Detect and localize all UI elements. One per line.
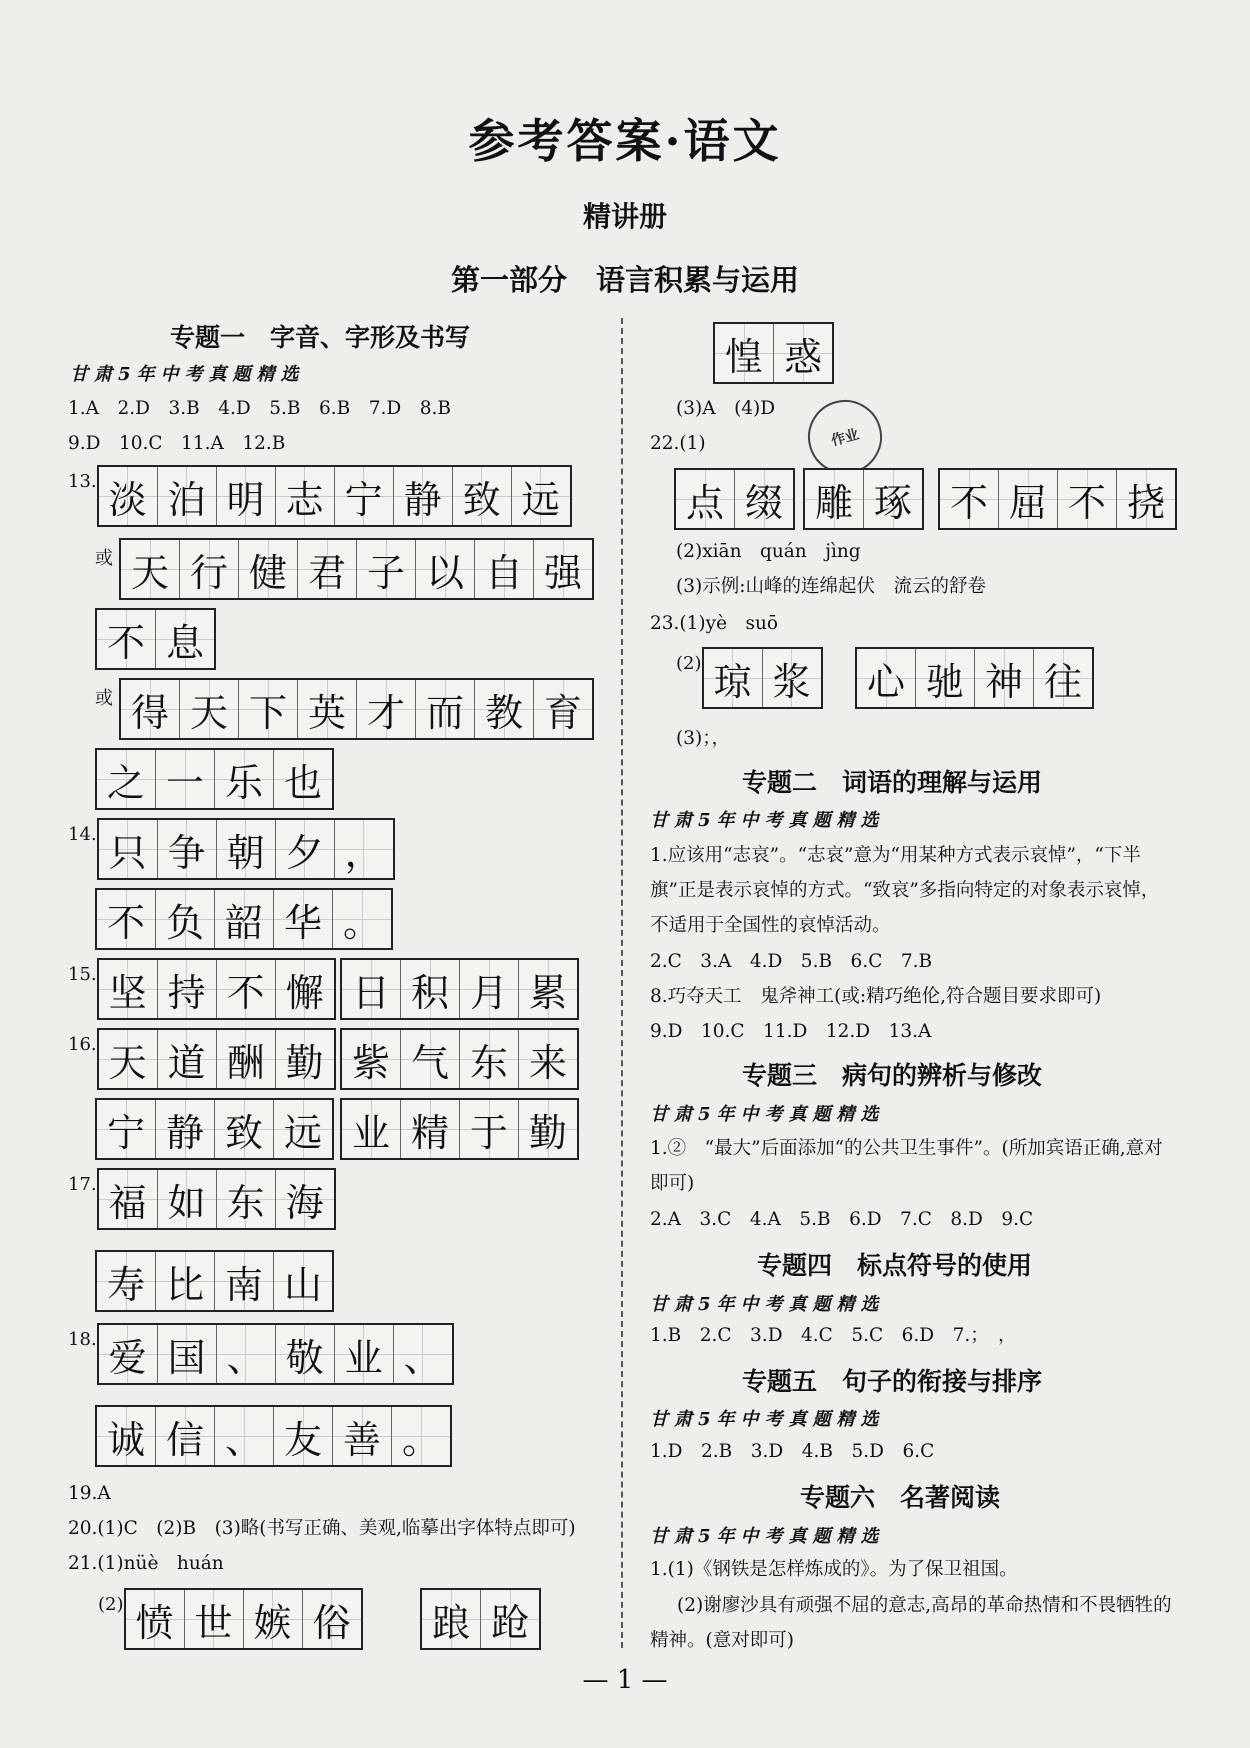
grid-char: 积 — [401, 960, 460, 1018]
grid-char: 不 — [217, 960, 276, 1018]
q18-number: 18. — [68, 1329, 97, 1350]
q13-row1 — [68, 465, 572, 527]
grid-char: 韶 — [215, 890, 274, 948]
or-label: 或 — [95, 548, 113, 569]
grid-char: 于 — [460, 1100, 519, 1158]
grid-char: 精 — [401, 1100, 460, 1158]
grid-char: 才 — [357, 680, 416, 738]
grid-char: 山 — [274, 1252, 332, 1310]
answer-t2-8: 8.巧夺天工 鬼斧神工(或:精巧绝伦,符合题目要求即可) — [650, 986, 1102, 1007]
section-label: 甘肃5年中考真题精选 — [650, 1526, 885, 1547]
grid-char: 月 — [460, 960, 519, 1018]
q23-sub-number: (2) — [676, 653, 702, 674]
answer-t3-1: 1.② “最大”后面添加“的公共卫生事件”。(所加宾语正确,意对即可) — [650, 1138, 1163, 1194]
grid-char: 驰 — [916, 649, 975, 707]
grid-char: 英 — [298, 680, 357, 738]
q17-row2 — [95, 1250, 334, 1312]
q15-number: 15. — [68, 964, 97, 985]
char-grid — [95, 608, 216, 670]
answer-20: 20.(1)C (2)B (3)略(书写正确、美观,临摹出字体特点即可) — [68, 1518, 576, 1539]
q21-row-b — [420, 1588, 541, 1650]
grid-char: 心 — [857, 649, 916, 707]
grid-char: 负 — [156, 890, 215, 948]
answers-t3-2-9: 2.A 3.C 4.A 5.B 6.D 7.C 8.D 9.C — [650, 1209, 1034, 1230]
grid-char: 强 — [534, 540, 592, 598]
q15-row — [68, 958, 336, 1020]
grid-char: 自 — [475, 540, 534, 598]
grid-char: 俗 — [303, 1590, 361, 1648]
grid-char: 琼 — [704, 649, 763, 707]
grid-char: 往 — [1034, 649, 1092, 707]
grid-char: 琢 — [864, 470, 922, 528]
q16-row1-b — [340, 1028, 579, 1090]
grid-char: 友 — [274, 1407, 333, 1465]
char-grid — [95, 748, 334, 810]
char-grid — [855, 647, 1094, 709]
grid-char: 争 — [158, 820, 217, 878]
grid-char: 下 — [239, 680, 298, 738]
topic3-heading: 专题三 病句的辨析与修改 — [742, 1061, 1043, 1090]
answers-t4: 1.B 2.C 3.D 4.C 5.C 6.D 7.； ， — [650, 1325, 1017, 1346]
grid-char: 浆 — [763, 649, 821, 707]
char-grid — [340, 1098, 579, 1160]
char-grid — [340, 958, 579, 1020]
grid-char: 福 — [99, 1170, 158, 1228]
answer-22-2: (2)xiān quán jìng — [676, 541, 861, 562]
grid-char: 致 — [215, 1100, 274, 1158]
answer-t6-1-1: 1.(1)《钢铁是怎样炼成的》。为了保卫祖国。 — [650, 1559, 1018, 1580]
answers-1-8: 1.A 2.D 3.B 4.D 5.B 6.B 7.D 8.B — [68, 398, 451, 419]
grid-char: 坚 — [99, 960, 158, 1018]
grid-char: 惶 — [715, 324, 774, 382]
char-grid — [713, 322, 834, 384]
q13-row5 — [95, 748, 334, 810]
grid-char: 健 — [239, 540, 298, 598]
grid-char: 也 — [274, 750, 332, 808]
char-grid — [95, 1405, 452, 1467]
q23-row — [676, 647, 823, 709]
char-grid — [97, 1323, 454, 1385]
grid-char: 。 — [333, 890, 391, 948]
topic1-heading: 专题一 字音、字形及书写 — [170, 323, 471, 352]
grid-char: 静 — [394, 467, 453, 525]
grid-char: 乐 — [215, 750, 274, 808]
grid-char: 业 — [342, 1100, 401, 1158]
grid-char: 南 — [215, 1252, 274, 1310]
grid-char: 、 — [215, 1407, 274, 1465]
grid-char: 愤 — [126, 1590, 185, 1648]
grid-char: 泊 — [158, 467, 217, 525]
q14-row2 — [95, 888, 393, 950]
grid-char: 比 — [156, 1252, 215, 1310]
book-subtitle: 精讲册 — [582, 200, 667, 233]
answer-23-1: 23.(1)yè suō — [650, 613, 779, 634]
grid-char: 神 — [975, 649, 1034, 707]
q23-grid-b — [855, 647, 1094, 709]
grid-char: 志 — [276, 467, 335, 525]
grid-char: 以 — [416, 540, 475, 598]
grid-char: 朝 — [217, 820, 276, 878]
char-grid — [95, 888, 393, 950]
grid-char: 来 — [519, 1030, 577, 1088]
grid-top — [713, 322, 834, 384]
grid-char: 宁 — [97, 1100, 156, 1158]
answer-t2-1: 1.应该用“志哀”。“志哀”意为“用某种方式表示哀悼”，“下半旗”正是表示哀悼的方式。“致哀”多指向特定的对象表示哀悼，不适用于全国性的哀悼活动。 — [650, 845, 1160, 936]
topic4-heading: 专题四 标点符号的使用 — [757, 1251, 1033, 1280]
grid-char: 屈 — [999, 470, 1058, 528]
grid-char: 只 — [99, 820, 158, 878]
grid-char: 教 — [475, 680, 534, 738]
grid-char: 得 — [121, 680, 180, 738]
q16-row2-b — [340, 1098, 579, 1160]
q21-sub-number: (2) — [98, 1594, 124, 1615]
grid-char: 华 — [274, 890, 333, 948]
q13-number: 13. — [68, 471, 97, 492]
q18-row2 — [95, 1405, 452, 1467]
grid-char: 行 — [180, 540, 239, 598]
grid-char: 信 — [156, 1407, 215, 1465]
grid-char: 点 — [676, 470, 735, 528]
answer-3-4: (3)A (4)D — [676, 398, 776, 419]
grid-char: 持 — [158, 960, 217, 1018]
grid-char: 国 — [158, 1325, 217, 1383]
grid-char: 惑 — [774, 324, 832, 382]
answers-t5: 1.D 2.B 3.D 4.B 5.D 6.C — [650, 1441, 935, 1462]
answers-t2-9-13: 9.D 10.C 11.D 12.D 13.A — [650, 1021, 932, 1042]
grid-char: 嫉 — [244, 1590, 303, 1648]
grid-char: 远 — [274, 1100, 332, 1158]
grid-char: 子 — [357, 540, 416, 598]
grid-char: 气 — [401, 1030, 460, 1088]
char-grid — [420, 1588, 541, 1650]
q14-row1 — [68, 818, 395, 880]
stamp: 作业 — [800, 392, 891, 483]
q18-row1 — [68, 1323, 454, 1385]
grid-char: 东 — [460, 1030, 519, 1088]
grid-char: ， — [335, 820, 393, 878]
grid-char: 海 — [276, 1170, 334, 1228]
char-grid — [95, 1250, 334, 1312]
topic2-heading: 专题二 词语的理解与运用 — [742, 768, 1043, 797]
column-divider — [621, 318, 623, 1648]
grid-char: 雕 — [805, 470, 864, 528]
grid-char: 天 — [180, 680, 239, 738]
grid-char: 爱 — [99, 1325, 158, 1383]
grid-char: 之 — [97, 750, 156, 808]
grid-char: 不 — [97, 610, 156, 668]
q13-row3 — [95, 608, 216, 670]
topic5-heading: 专题五 句子的衔接与排序 — [742, 1367, 1043, 1396]
grid-char: 静 — [156, 1100, 215, 1158]
q17-row1 — [68, 1168, 336, 1230]
answer-19: 19.A — [68, 1483, 111, 1504]
q15-row-b — [340, 958, 579, 1020]
q22-grid-c — [938, 468, 1177, 530]
char-grid — [938, 468, 1177, 530]
char-grid — [95, 1098, 334, 1160]
grid-char: 勤 — [276, 1030, 334, 1088]
answer-t6-1-2: (2)谢廖沙具有顽强不屈的意志,高昂的革命热情和不畏牺牲的精神。(意对即可) — [650, 1595, 1172, 1651]
section-label: 甘肃5年中考真题精选 — [650, 1409, 885, 1430]
page-title: 参考答案·语文 — [468, 114, 782, 168]
topic6-heading: 专题六 名著阅读 — [800, 1483, 1001, 1512]
char-grid — [97, 465, 572, 527]
grid-char: 挠 — [1117, 470, 1175, 528]
grid-char: 不 — [97, 890, 156, 948]
section-label: 甘肃5年中考真题精选 — [70, 364, 305, 385]
grid-char: 夕 — [276, 820, 335, 878]
grid-char: 育 — [534, 680, 592, 738]
answer-21-1: 21.(1)nüè huán — [68, 1553, 224, 1574]
char-grid — [340, 1028, 579, 1090]
q21-row — [98, 1588, 363, 1650]
grid-char: 不 — [1058, 470, 1117, 528]
grid-char: 宁 — [335, 467, 394, 525]
grid-char: 致 — [453, 467, 512, 525]
grid-char: 寿 — [97, 1252, 156, 1310]
grid-char: 道 — [158, 1030, 217, 1088]
page-number: — 1 — — [582, 1665, 668, 1695]
grid-char: 淡 — [99, 467, 158, 525]
grid-char: 勤 — [519, 1100, 577, 1158]
grid-char: 酬 — [217, 1030, 276, 1088]
grid-char: 东 — [217, 1170, 276, 1228]
grid-char: 跄 — [481, 1590, 539, 1648]
q17-number: 17. — [68, 1174, 97, 1195]
grid-char: 敬 — [276, 1325, 335, 1383]
q16-row2 — [95, 1098, 334, 1160]
answers-t2-2-7: 2.C 3.A 4.D 5.B 6.C 7.B — [650, 951, 933, 972]
q22-grid-b — [803, 468, 924, 530]
q16-row1 — [68, 1028, 336, 1090]
grid-char: 日 — [342, 960, 401, 1018]
grid-char: 懈 — [276, 960, 334, 1018]
grid-char: 缀 — [735, 470, 793, 528]
char-grid — [97, 1168, 336, 1230]
grid-char: 世 — [185, 1590, 244, 1648]
watermark-stamp — [808, 400, 882, 474]
grid-char: 业 — [335, 1325, 394, 1383]
grid-char: 善 — [333, 1407, 392, 1465]
grid-char: 诚 — [97, 1407, 156, 1465]
char-grid — [119, 538, 594, 600]
char-grid — [97, 958, 336, 1020]
char-grid — [674, 468, 795, 530]
char-grid — [119, 678, 594, 740]
part-heading: 第一部分 语言积累与运用 — [450, 263, 799, 297]
grid-char: 息 — [156, 610, 214, 668]
grid-char: 而 — [416, 680, 475, 738]
grid-char: 一 — [156, 750, 215, 808]
grid-char: 远 — [512, 467, 570, 525]
section-label: 甘肃5年中考真题精选 — [650, 1104, 885, 1125]
char-grid — [97, 818, 395, 880]
grid-char: 天 — [121, 540, 180, 598]
grid-char: 不 — [940, 470, 999, 528]
q13-row4 — [95, 678, 594, 740]
q13-row2 — [95, 538, 594, 600]
answer-23-3: (3)；， — [676, 728, 730, 749]
section-label: 甘肃5年中考真题精选 — [650, 810, 885, 831]
grid-char: 。 — [392, 1407, 450, 1465]
q22-grid-a — [674, 468, 795, 530]
answer-22-3: (3)示例:山峰的连绵起伏 流云的舒卷 — [676, 576, 986, 597]
grid-char: 、 — [394, 1325, 452, 1383]
char-grid — [803, 468, 924, 530]
grid-char: 明 — [217, 467, 276, 525]
grid-char: 如 — [158, 1170, 217, 1228]
answers-9-12: 9.D 10.C 11.A 12.B — [68, 433, 286, 454]
grid-char: 紫 — [342, 1030, 401, 1088]
or-label: 或 — [95, 688, 113, 709]
char-grid — [124, 1588, 363, 1650]
grid-char: 、 — [217, 1325, 276, 1383]
grid-char: 君 — [298, 540, 357, 598]
q16-number: 16. — [68, 1034, 97, 1055]
grid-char: 踉 — [422, 1590, 481, 1648]
grid-char: 累 — [519, 960, 577, 1018]
char-grid — [702, 647, 823, 709]
char-grid — [97, 1028, 336, 1090]
q14-number: 14. — [68, 824, 97, 845]
grid-char: 天 — [99, 1030, 158, 1088]
answer-22-1: 22.(1) — [650, 433, 706, 454]
section-label: 甘肃5年中考真题精选 — [650, 1294, 885, 1315]
